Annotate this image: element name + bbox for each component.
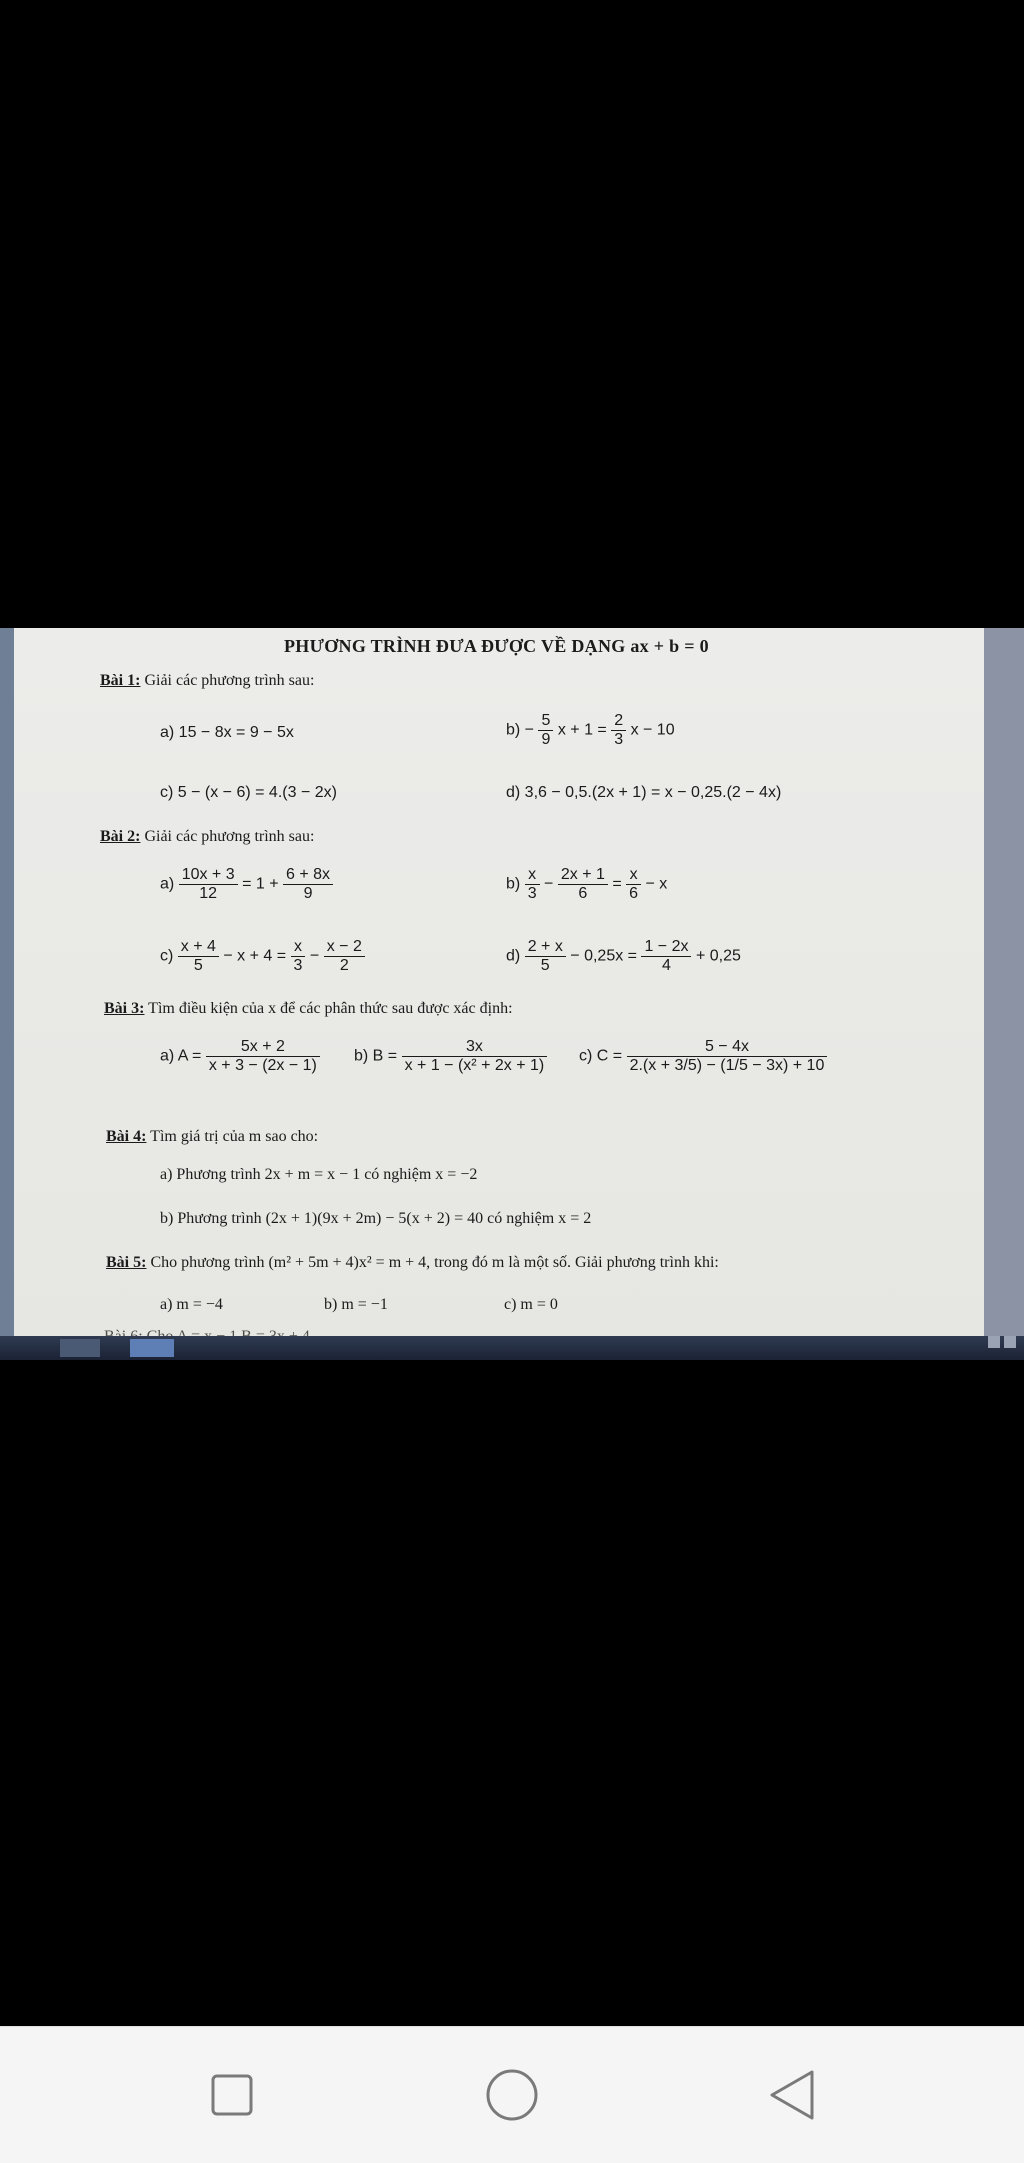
bai5-a: a) m = −4	[160, 1296, 223, 1313]
worksheet-page	[14, 628, 984, 1360]
bai5-c: c) m = 0	[504, 1296, 558, 1313]
bai2-a	[160, 866, 333, 903]
bai1-heading	[100, 672, 314, 690]
bai3-a-pre: a) A =	[160, 1047, 202, 1065]
bai5-label: Bài 5:	[106, 1254, 147, 1271]
monitor-edge-left	[0, 628, 14, 1360]
tray-icon	[1004, 1336, 1016, 1348]
bai3-b-frac: $\frac{3x}{\text{x + 1 − (x² + 2x + 1)}}$	[402, 1038, 548, 1075]
bai3-text: Tìm điều kiện của x để các phân thức sau được xác định:	[148, 1000, 513, 1017]
bai2-a-frac2: $\frac{6 + 8x}{9}$	[283, 866, 333, 903]
bai2-a-mid: = 1 +	[242, 875, 279, 893]
bai2-c-frac2: $\frac{x}{3}$	[291, 938, 306, 975]
bai3-a-frac: $\frac{5x + 2}{x + 3 - (2x - 1)}$	[206, 1038, 320, 1075]
bai3-c-pre: c) C =	[579, 1047, 623, 1065]
bai2-heading	[100, 828, 314, 846]
triangle-back-icon	[768, 2069, 816, 2121]
bai1-b-frac1: $\frac{5}{9}$	[538, 712, 553, 749]
bai1-label: Bài 1:	[100, 672, 141, 689]
bai4-label: Bài 4:	[106, 1128, 147, 1145]
taskbar-app-button	[130, 1339, 174, 1357]
bai3-c-frac: $\frac{5 - 4x}{2.(x + 3/5) - (1/5 - 3x) + 10}$	[627, 1038, 828, 1075]
bai4-heading	[106, 1128, 318, 1146]
bai2-c-frac3: $\frac{x - 2}{2}$	[324, 938, 365, 975]
recent-apps-button[interactable]	[192, 2055, 272, 2135]
bai2-d-frac2: $\frac{1 - 2x}{4}$	[641, 938, 691, 975]
bai5-b: b) m = −1	[324, 1296, 388, 1313]
bai5-heading	[106, 1254, 719, 1272]
bai3-a	[160, 1038, 320, 1075]
bai2-d-frac1: $\frac{2 + x}{5}$	[525, 938, 566, 975]
bai2-b: b) $\frac{x}{3}$ − $\frac{2x + 1}{6}$ = $\frac{x}{6}$ − x	[506, 866, 668, 902]
bai2-c-pre: c)	[160, 947, 174, 965]
bai2-d-post: + 0,25	[695, 947, 741, 965]
tray-icon	[988, 1336, 1000, 1348]
bai2-b-frac1: $\frac{x}{3}$	[525, 866, 540, 903]
bai1-b-mid: x + 1 =	[557, 721, 607, 739]
circle-icon	[485, 2068, 539, 2122]
bai3-heading	[104, 1000, 513, 1018]
bai2-b-pre: b)	[506, 875, 521, 893]
bai2-d-pre: d)	[506, 947, 521, 965]
bai1-d: d) 3,6 − 0,5.(2x + 1) = x − 0,25.(2 − 4x)	[506, 784, 782, 801]
bai1-b	[506, 712, 675, 749]
monitor-edge-right	[984, 628, 1024, 1360]
bai2-c: c) $\frac{x + 4}{5}$ − x + 4 = $\frac{x}{3}$ − $\frac{x - 2}{2}$	[160, 938, 365, 975]
bai3-label: Bài 3:	[104, 1000, 145, 1017]
android-navigation-bar	[0, 2026, 1024, 2163]
bai5-text: Cho phương trình (m² + 5m + 4)x² = m + 4, trong đó m là một số. Giải phương trình khi:	[150, 1254, 719, 1271]
back-button[interactable]	[752, 2055, 832, 2135]
bai3-b	[354, 1038, 547, 1075]
bai2-c-frac1: $\frac{x + 4}{5}$	[178, 938, 219, 975]
taskbar-tray	[988, 1336, 1016, 1356]
bai2-b-frac2: $\frac{2x + 1}{6}$	[558, 866, 608, 903]
bai1-a: a) 15 − 8x = 9 − 5x	[160, 724, 294, 741]
square-icon	[210, 2073, 254, 2117]
bai1-text: Giải các phương trình sau:	[144, 672, 315, 689]
bai4-a: a) Phương trình 2x + m = x − 1 có nghiệm x = −2	[160, 1166, 478, 1183]
bai2-d-mid: − 0,25x =	[570, 947, 637, 965]
bai1-c: c) 5 − (x − 6) = 4.(3 − 2x)	[160, 784, 337, 801]
worksheet-title: PHƯƠNG TRÌNH ĐƯA ĐƯỢC VỀ DẠNG ax + b = 0	[284, 636, 709, 656]
taskbar-start-button	[60, 1339, 100, 1357]
bai4-b: b) Phương trình (2x + 1)(9x + 2m) − 5(x + 2) = 40 có nghiệm x = 2	[160, 1210, 592, 1227]
bai1-b-frac2: $\frac{2}{3}$	[611, 712, 626, 749]
bai2-d	[506, 938, 741, 975]
desktop-taskbar	[0, 1336, 1024, 1360]
bai2-text: Giải các phương trình sau:	[144, 828, 315, 845]
bai2-label: Bài 2:	[100, 828, 141, 845]
bai2-c-mid: − x + 4 =	[223, 947, 287, 965]
bai3-c	[579, 1038, 827, 1075]
bai2-a-pre: a)	[160, 875, 175, 893]
bai2-a-frac1: $\frac{10x + 3}{12}$	[179, 866, 238, 903]
bai2-b-post: − x	[645, 875, 668, 893]
document-photo	[0, 628, 1024, 1360]
home-button[interactable]	[472, 2055, 552, 2135]
bai3-b-pre: b) B =	[354, 1047, 398, 1065]
bai1-b-post: x − 10	[630, 721, 675, 739]
bai2-b-frac3: $\frac{x}{6}$	[626, 866, 641, 903]
bai1-b-pre: b) −	[506, 721, 535, 739]
bai4-text: Tìm giá trị của m sao cho:	[150, 1128, 319, 1145]
